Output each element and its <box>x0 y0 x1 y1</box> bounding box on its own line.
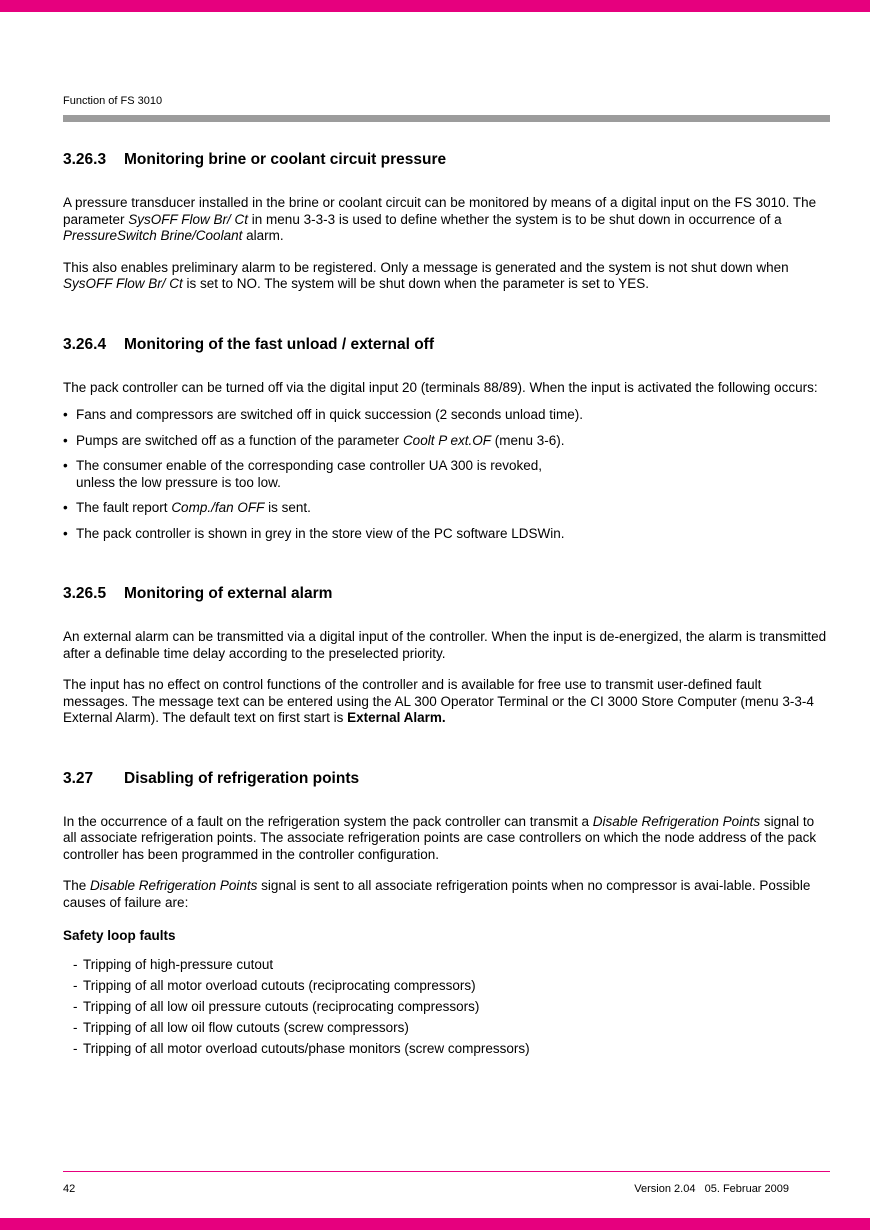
dash-icon: - <box>73 998 78 1014</box>
dash-icon: - <box>73 977 78 993</box>
dash-icon: - <box>73 956 78 972</box>
list-item <box>63 433 830 450</box>
list-item <box>63 526 830 543</box>
bullet-icon: • <box>63 500 68 515</box>
bullet-icon: • <box>63 407 68 422</box>
section-heading <box>63 150 830 169</box>
section-heading <box>63 584 830 603</box>
list-item-text: Tripping of all low oil flow cutouts (screw compressors) <box>83 1019 409 1035</box>
bullet-icon: • <box>63 525 68 541</box>
section-title: Monitoring of the fast unload / external off <box>124 335 434 353</box>
header-rule <box>63 115 830 122</box>
list-item-text: Tripping of high-pressure cutout <box>83 956 274 972</box>
list-item <box>73 957 830 974</box>
bullet-icon: • <box>63 458 68 473</box>
running-header: Function of FS 3010 <box>63 95 163 107</box>
list-item <box>73 1041 830 1058</box>
list-item-text: The pack controller is shown in grey in the store view of the PC software LDSWin. <box>76 525 565 541</box>
dash-icon: - <box>73 1040 78 1056</box>
list-item-text: Tripping of all motor overload cutouts/phase monitors (screw compressors) <box>83 1040 530 1056</box>
page-content <box>0 95 870 1057</box>
paragraph: This also enables preliminary alarm to be registered. Only a message is generated and the system is not shut down when SysOFF Flow Br/ Ct is set to NO. The system will be shut down when the parameter is set to YES. <box>63 259 789 291</box>
dash-list <box>63 957 830 1058</box>
page-number: 42 <box>63 1183 76 1195</box>
sub-heading: Safety loop faults <box>63 928 176 943</box>
list-item <box>63 407 830 424</box>
list-item-text: Tripping of all low oil pressure cutouts (reciprocating compressors) <box>83 998 480 1014</box>
paragraph: The Disable Refrigeration Points signal is sent to all associate refrigeration points when no compressor is avai-lable. Possible causes of failure are: <box>63 878 811 910</box>
section-number: 3.26.4 <box>63 335 107 353</box>
section-number: 3.26.5 <box>63 585 107 602</box>
paragraph: An external alarm can be transmitted via a digital input of the controller. When the input is de-energized, the alarm is transmitted after a definable time delay according to the preselected priority. <box>63 629 827 661</box>
footer-version: Version 2.04 05. Februar 2009 <box>634 1183 789 1195</box>
top-accent-bar <box>0 0 870 12</box>
section-title: Disabling of refrigeration points <box>124 769 360 787</box>
list-item-text: The consumer enable of the corresponding case controller UA 300 is revoked, unless the low pressure is too low. <box>76 458 543 490</box>
paragraph: In the occurrence of a fault on the refrigeration system the pack controller can transmit a Disable Refrigeration Points signal to all associate refrigeration points. The associate refrigeration points are case controllers on which the node address of the pack controller has been programmed in the controller configuration. <box>63 813 817 862</box>
section-title: Monitoring of external alarm <box>124 585 333 602</box>
paragraph: A pressure transducer installed in the brine or coolant circuit can be monitored by means of a digital input on the FS 3010. The parameter SysOFF Flow Br/ Ct in menu 3-3-3 is used to define whether the system is to be shut down in occurrence of a PressureSwitch Brine/Coolant alarm. <box>63 195 817 243</box>
list-item-text: The fault report Comp./fan OFF is sent. <box>76 500 311 515</box>
list-item <box>73 978 830 995</box>
section-number: 3.27 <box>63 769 94 787</box>
section-heading <box>63 769 830 788</box>
bottom-accent-bar <box>0 1218 870 1230</box>
list-item <box>73 999 830 1016</box>
list-item <box>63 500 830 517</box>
list-item <box>63 458 830 491</box>
paragraph: The pack controller can be turned off via the digital input 20 (terminals 88/89). When the input is activated the following occurs: <box>63 379 818 395</box>
section-heading <box>63 335 830 354</box>
list-item-text: Tripping of all motor overload cutouts (reciprocating compressors) <box>83 977 476 993</box>
section-number: 3.26.3 <box>63 151 107 168</box>
bullet-icon: • <box>63 432 68 448</box>
paragraph: The input has no effect on control functions of the controller and is available for free use to transmit user-defined fault messages. The message text can be entered using the AL 300 Operator Terminal or the CI 3000 Store Computer (menu 3-3-4 External Alarm). The default text on first start is External Alarm. <box>63 677 814 725</box>
dash-icon: - <box>73 1019 78 1035</box>
bullet-list <box>63 407 830 542</box>
list-item <box>73 1020 830 1037</box>
list-item-text: Fans and compressors are switched off in quick succession (2 seconds unload time). <box>76 407 583 422</box>
section-title: Monitoring brine or coolant circuit pressure <box>124 151 447 168</box>
list-item-text: Pumps are switched off as a function of the parameter Coolt P ext.OF (menu 3-6). <box>76 432 565 448</box>
footer-rule <box>63 1171 830 1172</box>
